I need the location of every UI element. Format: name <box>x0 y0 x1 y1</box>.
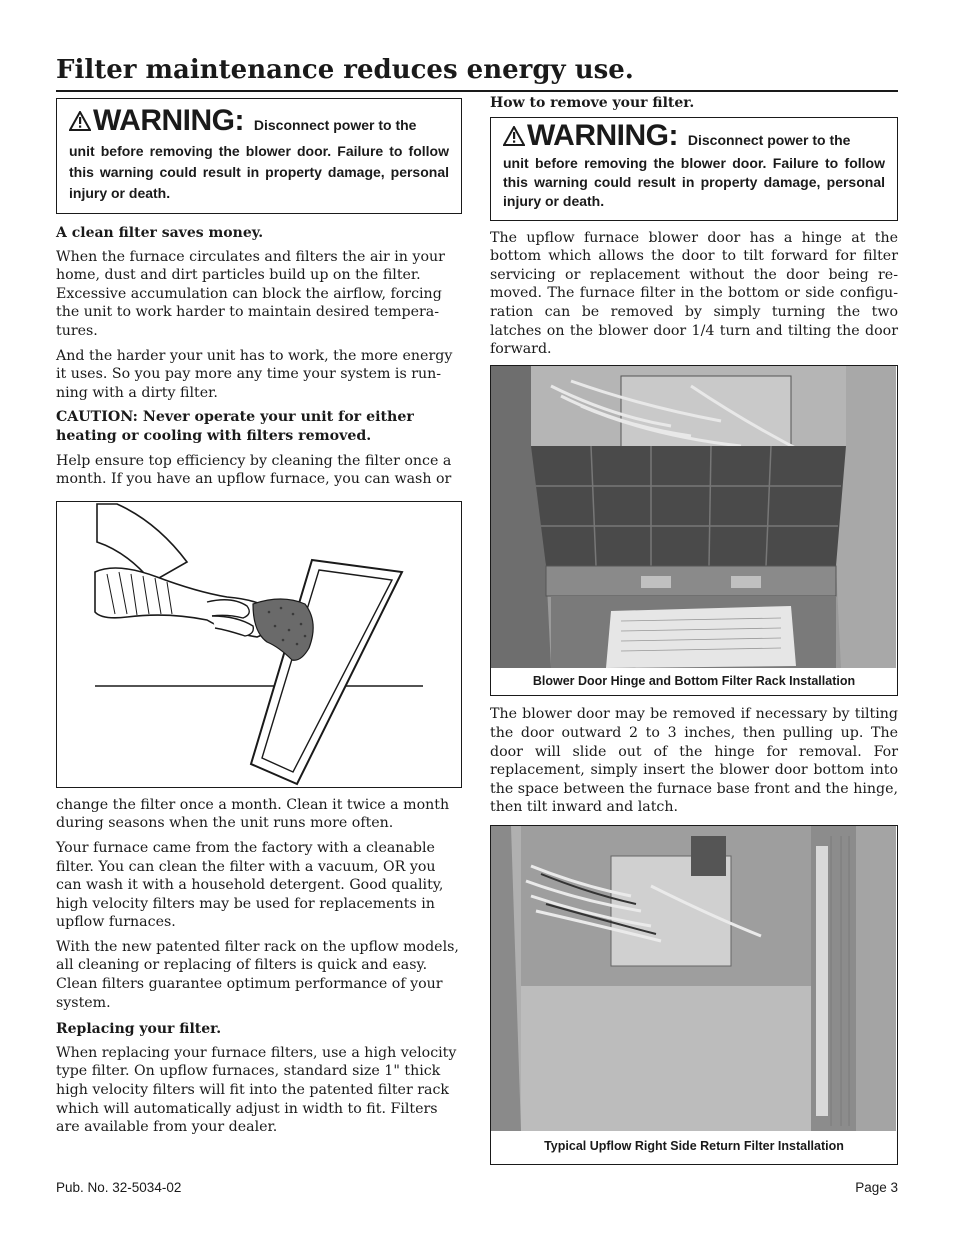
warning-box-left <box>56 98 462 214</box>
filter-cleaning-illustration <box>56 501 462 788</box>
side-return-filter-photo <box>491 826 896 1131</box>
paragraph: And the harder your unit has to work, the more energy it uses. So you pay more any time your system is run-ning with a dirty filter. <box>56 347 453 401</box>
subhead-remove-filter: How to remove your filter. <box>490 95 695 111</box>
figure-caption: Blower Door Hinge and Bottom Filter Rack Installation <box>532 673 856 688</box>
paragraph: With the new patented filter rack on the upflow models, all cleaning or replacing of filters is quick and easy. Clean filters guarantee optimum performance of your system. <box>56 938 459 1011</box>
paragraph: The blower door may be removed if necessary by tilting the door outward 2 to 3 inches, then pulling up. The door will slide out of the hinge for removal. For replacement, simply insert the blower door bottom into the space between the furnace base front and the hinge, then tilt inward and latch. <box>490 706 898 816</box>
paragraph: Help ensure top efficiency by cleaning the filter once a month. If you have an upflow furnace, you can wash or <box>56 452 452 488</box>
paragraph: The upflow furnace blower door has a hinge at the bottom which allows the door to tilt forward for filter servicing or replacement without the door being re-moved. The furnace filter in the bottom or side configu-ration can be removed by simply turning the two latches on the blower door 1/4 turn and tilting the door forward. <box>490 229 898 358</box>
subhead-clean-filter: A clean filter saves money. <box>56 225 264 241</box>
page-number: Page 3 <box>855 1180 898 1195</box>
warning-text: unit before removing the blower door. Failure to follow this warning could result in property damage, personal injury or death. <box>69 143 449 201</box>
blower-door-photo <box>491 366 896 668</box>
warning-text-inline: Disconnect power to the <box>253 117 417 133</box>
warning-triangle-icon <box>69 111 91 131</box>
figure-side-return-filter <box>490 825 898 1165</box>
left-column <box>56 98 462 1143</box>
caution-text: CAUTION: Never operate your unit for either heating or cooling with filters removed. <box>56 409 414 444</box>
warning-text: unit before removing the blower door. Failure to follow this warning could result in property damage, personal injury or death. <box>503 154 885 209</box>
page-title: Filter maintenance reduces energy use. <box>56 52 898 92</box>
paragraph: When the furnace circulates and filters the air in your home, dust and dirt particles build up on the filter. Excessive accumulation can block the airflow, forcing the unit to work harder to maintain desired tempera-tures. <box>56 248 445 339</box>
publication-number: Pub. No. 32-5034-02 <box>56 1180 182 1195</box>
paragraph: Your furnace came from the factory with a cleanable filter. You can clean the filter with a vacuum, OR you can wash it with a household detergent. Good quality, high velocity filters may be used for replacements in upflow furnaces. <box>56 839 444 931</box>
figure-blower-door-hinge <box>490 365 898 697</box>
warning-box-right <box>490 117 898 221</box>
hand-cleaning-filter-drawing <box>57 502 460 786</box>
paragraph: When replacing your furnace filters, use a high velocity type filter. On upflow furnaces, standard size 1" thick high velocity filters will fit into the patented filter rack which will automatically adjust in width to fit. Filters are available from your dealer. <box>56 1044 457 1136</box>
figure-caption: Typical Upflow Right Side Return Filter Installation <box>544 1138 844 1153</box>
warning-text-inline: Disconnect power to the <box>687 131 851 148</box>
right-column <box>490 94 898 1165</box>
warning-triangle-icon <box>503 126 525 146</box>
subhead-replacing-filter: Replacing your filter. <box>56 1021 222 1038</box>
warning-heading: WARNING: <box>93 104 244 137</box>
warning-heading: WARNING: <box>527 118 678 152</box>
paragraph: change the filter once a month. Clean it twice a month during seasons when the unit runs more often. <box>56 796 450 832</box>
